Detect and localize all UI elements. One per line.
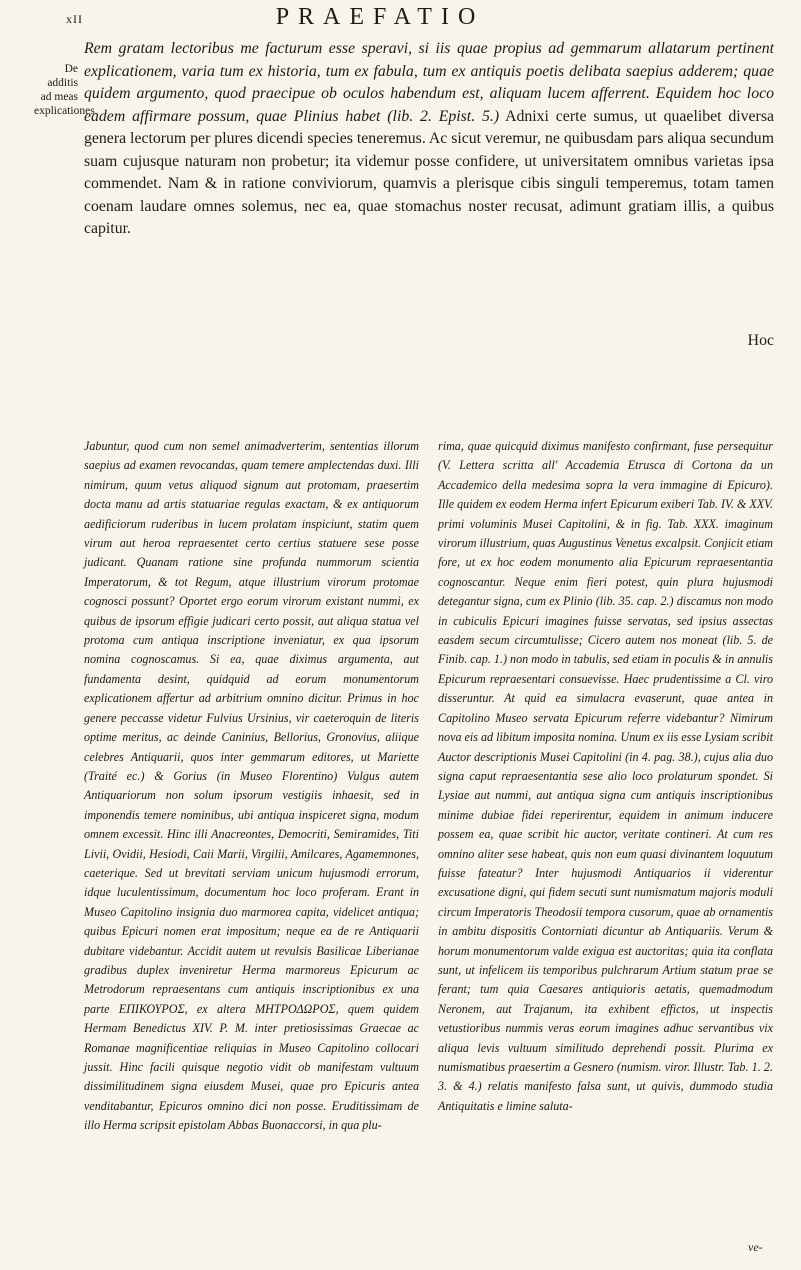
main-paragraph [84,38,774,349]
marginal-note: De additis ad meas explicationes. [34,63,98,117]
footnote-left-text: Jabuntur, quod cum non semel animadverterim, sententias illorum saepius ad examen revocandas, quam temere amplectendas duxi. Illi nimirum, quum vetus aliquod signum aut protomam, praesertim docta manu ad artis statuariae regulas exactam, & ex antiquorum aedificiorum ruderibus in lucem prolatam inspiciunt, statim quem virum aut heroa repraesentet certo certius statuere sese posse judicant. Quanam ratione sine profunda nummorum scientia Imperatorum, & tot Regum, atque illustrium virorum protomae cognosci possunt? Oportet ergo eorum virorum existant nummi, ex quibus de ipsorum effigie judicari certo possit, aut aliqua statua vel protoma cum antiqua inscriptione inveniatur, ex qua ipsorum nomina cognoscamus. Si ea, quae diximus argumenta, aut fundamenta desint, quidquid ad eorum monumentorum explicationem affertur ad arbitrium omnino dicitur. Primus in hoc genere peccasse videtur Fulvius Ursinius, vir caeteroquin de literis optime meritus, ac deinde Caninius, Bellorius, Gronovius, aliique celebres Antiquarii, quos inter gemmarum editores, ut Mariette (Traité ec.) & Gorius (in Museo Florentino) Vulgus autem Antiquariorum non solum ipsorum vestigiis inhaesit, sed in imponendis temere nominibus, ubi antiqua inspiceret signa, modum omnem excessit. Hinc illi Anacreontes, Democriti, Semiramides, Titi Livii, Ovidii, Hesiodi, Caii Marii, Virgilii, Amilcares, Agamemnones, caeterique. Sed ut brevitati serviam unicum hujusmodi errorum, idque luculentissimum, documentum hoc loco proferam. Erant in Museo Capitolino insignia duo marmorea capita, videlicet antiqua; quibus Epicuri nomen erat impositum; neque ea de re Antiquarii dubitare videbantur. Accidit autem ut revulsis Basilicae Liberianae gradibus duplex inveniretur Herma marmoreus Epicurum ac Metrodorum repraesentans cum antiquis inscriptionibus ex una parte ΕΠΙΚΟΥΡΟΣ, ex altera ΜΗΤΡΟΔΩΡΟΣ, quem quidem Hermam Benedictus XIV. P. M. inter pretiosissimas Graecae ac Romanae magnificentiae reliquias in Museo Capitolino collocari jussit. Hinc facili quisque negotio vidit ob manifestam vultuum dissimilitudinem signa eiusdem Musei, quae pro Epicuris antea venditabantur, Epicuros omnino dici non posse. Eruditissimam de illo Herma scripsit epistolam Abbas Buonaccorsi, in qua plu- [84,439,419,1133]
footnote-column-left [84,437,419,1136]
catchword-main: Hoc [747,332,774,349]
main-paragraph-italic: Rem gratam lectoribus me facturum esse speravi, si iis quae propius ad gemmarum allatarum pertinent explicationem, varia tum ex historia, tum ex fabula, tum ex antiquis poetis delibata saepius adderem; quae quidem argumento, quod praecipue ob oculos habendum est, aliquam lucem afferrent. Equidem hoc loco eadem affirmare possum, quae Plinius habet (lib. 2. Epist. 5.) [84,40,774,125]
catchword-footnote: ve- [748,1240,763,1254]
page-number: xII [66,12,83,26]
running-head: PRAEFATIO [275,4,485,30]
footnote-column-right [438,437,773,1116]
main-paragraph-roman: Adnixi certe sumus, ut quaelibet diversa genera lectorum per plures dicendi species teneremus. Ac sicut veremur, ne quibusdam pars aliqua secundum suam cujusque naturam non probetur; ita videmur posse confidere, ut universitatem omnibus varietas ipsa commendet. Nam & in ratione conviviorum, quamvis a plerisque cibis singuli temperemus, totam tamen coenam laudare omnes solemus, nec ea, quae stomachus noster recusat, adimunt gratiam illis, a quibus capitur. [84,107,774,237]
page-header [0,4,801,34]
footnote-right-text: rima, quae quicquid diximus manifesto confirmant, fuse persequitur (V. Lettera scritta all' Accademia Etrusca di Cortona da un Accademico della medesima sopra la vera immagine di Epicuro). Ille quidem ex eodem Herma infert Epicurum exiberi Tab. IV. & XXV. primi voluminis Musei Capitolini, & in fig. Tab. XXX. imaginum virorum illustrium, quas Augustinus Venetus excalpsit. Conjicit etiam fore, ut ex hoc eodem monumento alia Epicurum repraesentantia cognoscantur. Neque enim fieri potest, quin plura hujusmodi detegantur signa, cum ex Plinio (lib. 35. cap. 2.) discamus non modo in cubiculis Epicuri imagines fuisse servatas, sed ipsius assectas easdem secum circumtulisse; Cicero autem nos moneat (lib. 5. de Finib. cap. 1.) non modo in tabulis, sed etiam in poculis & in annulis Epicurum repraesentari consuevisse. Haec prudentissime a Cl. viro disseruntur. At quid ea simulacra evaserunt, quae antea in Capitolino Museo servata Epicurum referre videbantur? Nimirum nova eis ad libitum imposita nomina. Unum ex iis esse Lysiam scribit Auctor descriptionis Musei Capitolini (in 4. pag. 38.), cujus alia duo signa caput repraesentantia sese alio loco prolaturum spondet. Si Lysiae aut nummi, aut antiqua signa cum antiquis inscriptionibus minime dubiae fidei reperirentur, equidem in animum inducere possem ea, quae scribit hic auctor, veritate contineri. At cum res omnino aliter sese habeat, quis non eum quasi divinantem loquutum fuisse fateatur? Inter hujusmodi Antiquarios ii viderentur excusatione digni, qui fidem secuti sunt numismatum majoris moduli circum Imperatoris Theodosii tempora cusorum, quae ab ornamentis in ambitu dispositis Contorniati dicuntur ab Antiquariis. Verum & horum monumentorum valde exigua est auctoritas; quia ita conflata sunt, ut infelicem iis temporibus pulchrarum Artium statum prae se ferant; tum quia Caesares antiquioris aetatis, quemadmodum Neronem, aut Trajanum, ita exhibent effictos, ut inspectis vetustioribus nummis veras eorum imagines adhuc servantibus vix aliqua levis vultuum similitudo deprehendi possit. Plurima ex numismatibus praesertim a Gesnero (numism. viror. Illustr. Tab. 1. 2. 3. & 4.) relatis manifesto falsa sunt, ut quivis, dummodo studia Antiquitatis e limine saluta- [438,439,773,1113]
